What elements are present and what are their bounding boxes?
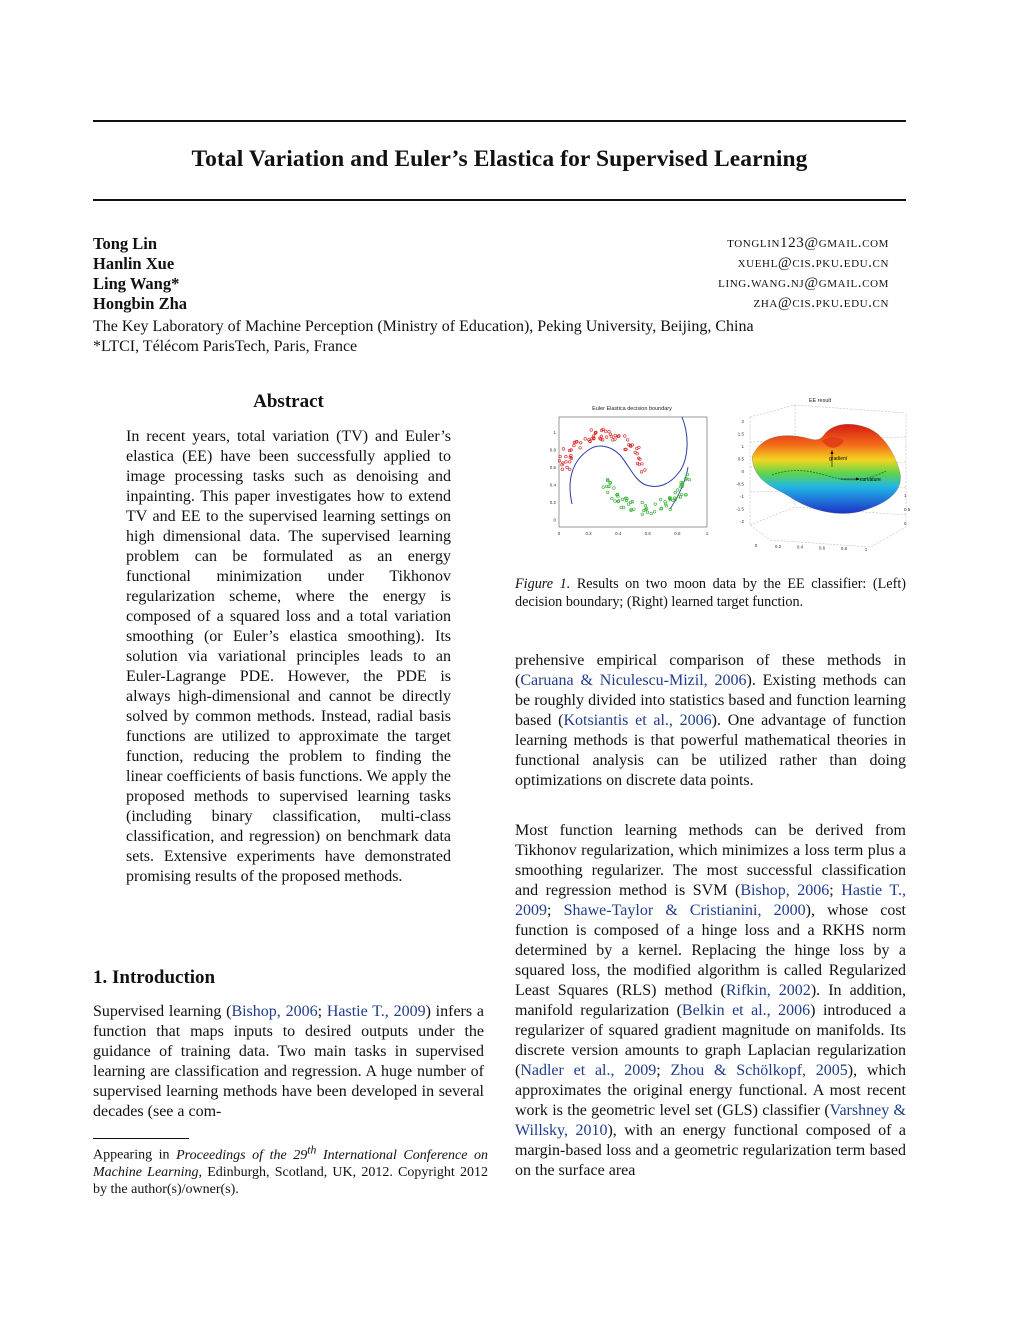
red-point [584,438,587,441]
abstract-body: In recent years, total variation (TV) and Euler’s elastica (EE) have been successfully applied to image processing tasks such as denoising and inpainting. This paper investigates how to extend TV and EE to the supervised learning settings on high dimensional data. The supervised learning problem can be formulated as an energy functional minimization under Tikhonov regularization scheme, where the energy is composed of a squared loss and a total variation smoothing (or Euler’s elastica smoothing). Its solution via variational principles leads to an Euler-Lagrange PDE. However, the PDE is always high-dimensional and cannot be directly solved by common methods. Instead, radial basis functions are utilized to approximate the target function, reducing the problem to finding the linear coefficients of basis functions. We apply the proposed methods to supervised learning tasks (including binary classification, multi-class classification, and regression) on benchmark data sets. Extensive experiments have demonstrated promising results of the proposed methods. [126,428,451,885]
tick-label: 0.8 [674,531,681,536]
green-point [650,512,653,515]
tick-label: -0.5 [736,481,744,487]
red-point [604,430,607,433]
red-point [568,461,571,464]
red-point [561,468,564,471]
red-point [605,436,608,439]
tick-label: 2 [741,419,744,424]
left-plot-title: Euler Elastica decision boundary [592,406,672,412]
tick-label: 1 [553,430,556,435]
tick-label: 1 [741,444,744,449]
green-point [641,501,644,504]
affiliation-line: *LTCI, Télécom ParisTech, Paris, France [93,338,358,355]
tick-label: 0.2 [585,531,592,536]
section-heading: 1. Introduction [93,967,216,988]
author-row [93,234,889,254]
green-point [680,493,683,496]
red-class-points [558,428,646,473]
citation-link[interactable]: Belkin et al., 2006 [681,1002,811,1019]
right-panel [736,398,911,552]
red-point [641,463,644,466]
citation-link[interactable]: Bishop, 2006 [740,882,830,899]
green-point [621,498,624,501]
left-x-ticks [558,531,709,536]
green-point [659,498,662,501]
citation-link[interactable]: Caruana & Niculescu-Mizil, 2006 [520,672,747,689]
green-point [673,497,676,500]
green-point [606,491,609,494]
right-paragraph-2: Most function learning methods can be derived from Tikhonov regularization, which minimizes a loss term plus a smoothing regularizer. The most successful classification and regression method is SVM (Bishop, 2006; Hastie T., 2009; Shawe-Taylor & Cristianini, 2000), whose cost function is composed of a hinge loss and a RKHS norm determined by a kernel. Replacing the hinge loss by a squared loss, the modified algorithm is called Regularized Least Squares (RLS) method (Rifkin, 2002). In addition, manifold regularization (Belkin et al., 2006) introduced a regularizer of squared gradient magnitude on manifolds. Its discrete version amounts to graph Laplacian regularization (Nadler et al., 2009; Zhou & Schölkopf, 2005), which approximates the original energy functional. A most recent work is the geometric level set (GLS) classifier (Varshney & Willsky, 2010), with an energy functional composed of a margin-based loss and a geometric regularization term based on the surface area [515,822,907,1179]
red-point [614,434,617,437]
green-point [653,510,656,513]
tick-label: -1 [739,494,744,499]
tick-label: 1.5 [737,431,744,437]
tick-label: 0.5 [904,507,911,512]
paper-title: Total Variation and Euler’s Elastica for Supervised Learning [191,146,808,172]
red-point [644,469,647,472]
author-row [93,254,889,274]
right-plot-title: EE result [808,398,832,404]
green-class-points [602,473,691,515]
green-point [654,503,657,506]
left-y-ticks [550,430,557,523]
green-point [676,489,679,492]
red-point [562,448,565,451]
decision-boundary-curve [670,467,688,509]
tick-label: 0 [754,543,758,548]
figure-1 [540,397,911,552]
tick-label: 0.4 [796,544,804,550]
tick-label: 1 [705,531,709,536]
tick-label: -1.5 [736,506,744,512]
right-y-ticks [904,493,911,526]
red-point [566,466,569,469]
green-point [627,503,630,506]
red-point [579,447,582,450]
red-point [640,471,643,474]
title-bottom-rule [93,199,906,201]
green-point [614,500,617,503]
figure-caption: Figure 1. Results on two moon data by the EE classifier: (Left) decision boundary; (Right) learned target function. [515,576,906,610]
green-point [674,491,677,494]
right-x-ticks [755,543,868,552]
citation-link[interactable]: Kotsiantis et al., 2006 [563,712,712,729]
green-point [611,497,614,500]
green-point [633,508,636,511]
tick-label: 0.4 [549,482,556,488]
tick-label: 0.8 [840,546,848,552]
red-point [634,451,637,454]
author-email[interactable]: ling.wang.nj@gmail.com [718,275,889,291]
red-point [590,429,593,432]
citation-link[interactable]: Bishop, 2006 [231,1003,318,1020]
tick-label: 0.6 [644,531,651,536]
curvature-label: curvature [860,477,881,483]
top-rule [93,120,906,122]
tick-label: 1 [864,547,868,552]
author-email[interactable]: xuehl@cis.pku.edu.cn [737,255,889,271]
footnote: Appearing in Proceedings of the 29th International Conference on Machine Learning, Edinburgh, Scotland, UK, 2012. Copyright 2012 by the author(s)/owner(s). [93,1143,488,1197]
tick-label: 0.5 [737,456,744,462]
gradient-label: gradient [829,456,848,462]
footnote-rule [93,1138,189,1139]
affiliation-line: The Key Laboratory of Machine Perception (Ministry of Education), Peking University, Beijing, China [93,318,754,335]
author-name: Hongbin Zha [93,294,188,313]
tick-label: 0.6 [549,465,556,470]
abstract-heading: Abstract [253,391,324,412]
red-point [624,435,627,438]
citation-link[interactable]: Hastie T., 2009 [326,1003,426,1020]
red-point [568,449,571,452]
citation-link[interactable]: Hastie T., 2009 [515,882,906,919]
figure-label: Figure 1. [515,576,571,592]
red-point [573,444,576,447]
tick-label: 1 [904,493,907,498]
decision-boundary-curve [570,417,687,504]
red-point [565,461,568,464]
tick-label: 0 [904,521,907,526]
red-point [570,449,573,452]
author-name: Hanlin Xue [93,254,175,273]
author-name: Tong Lin [93,234,158,253]
tick-label: 0.8 [549,447,556,453]
right-z-ticks [736,419,744,524]
green-point [641,513,644,516]
author-name: Ling Wang* [93,274,180,293]
tick-label: 0.2 [774,543,782,549]
tick-label: 0.4 [615,531,622,536]
tick-label: 0.6 [818,545,826,551]
citation-link[interactable]: Zhou & Schölkopf, 2005 [670,1062,848,1079]
tick-label: -2 [739,519,744,524]
right-paragraph-1: prehensive empirical comparison of these methods in (Caruana & Niculescu-Mizil, 2006). Existing methods can be roughly divided into statistics based and function learning based (Kotsiantis et al., 2006). One advantage of function learning methods is that powerful mathematical theories in functional analysis can be utilized rather than doing optimizations on discrete data points. [515,652,907,789]
author-email[interactable]: zha@cis.pku.edu.cn [753,295,889,311]
author-row [93,274,889,294]
green-point [646,511,649,514]
red-point [573,441,576,444]
tick-label: 0 [741,469,744,474]
citation-link[interactable]: Nadler et al., 2009 [520,1062,657,1079]
citation-link[interactable]: Varshney & Willsky, 2010 [515,1102,907,1139]
green-point [688,478,691,481]
red-point [608,430,611,433]
tick-label: 0 [557,531,561,536]
tick-label: 0 [553,517,556,523]
citation-link[interactable]: Shawe-Taylor & Cristianini, 2000 [563,902,806,919]
left-panel [550,406,709,536]
red-point [558,460,561,463]
red-point [579,442,582,445]
green-point [602,486,605,489]
author-email[interactable]: tonglin123@gmail.com [727,235,889,251]
tick-label: 0.2 [549,500,556,505]
author-row [93,294,889,314]
target-function-surface [752,424,901,513]
red-point [568,468,571,471]
green-point [613,487,616,490]
green-point [644,504,647,507]
red-point [609,433,612,436]
citation-link[interactable]: Rifkin, 2002 [725,982,811,999]
intro-paragraph: Supervised learning (Bishop, 2006; Hastie T., 2009) infers a function that maps inputs to desired outputs under the guidance of training data. Two main tasks in supervised learning are classification and regression. A huge number of supervised learning methods have been developed in several decades (see a com- [93,1003,484,1120]
red-point [565,455,568,458]
red-point [626,439,629,442]
